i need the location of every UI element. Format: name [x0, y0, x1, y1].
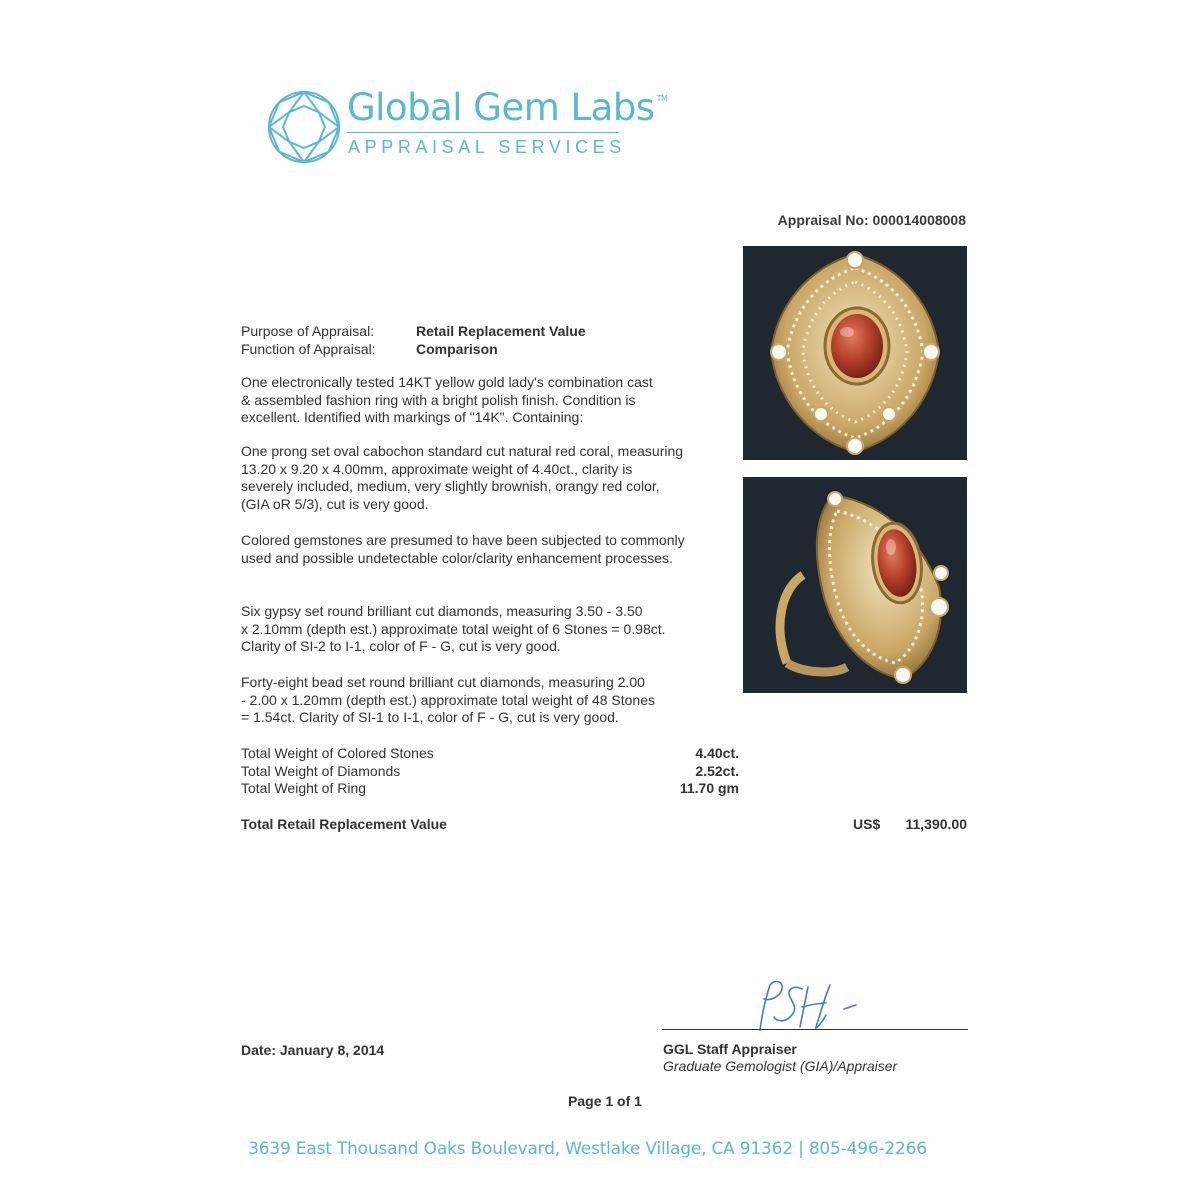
function-label: Function of Appraisal: — [241, 341, 376, 357]
brand-name-text: Global Gem Labs — [347, 86, 655, 129]
purpose-label: Purpose of Appraisal: — [241, 323, 375, 339]
text-line: Six gypsy set round brilliant cut diamonds, measuring 3.50 - 3.50 — [241, 603, 643, 619]
function-value: Comparison — [416, 341, 498, 357]
total-diamonds-value: 2.52ct. — [695, 763, 739, 779]
text-line: x 2.10mm (depth est.) approximate total weight of 6 Stones = 0.98ct. — [241, 620, 666, 637]
enhancement-disclaimer — [241, 532, 731, 567]
text-line: Clarity of SI-2 to I-1, color of F - G, cut is very good. — [241, 638, 561, 654]
footer-address: 3639 East Thousand Oaks Boulevard, Westlake Village, CA 91362 | 805-496-2266 — [248, 1139, 927, 1159]
retail-amount: 11,390.00 — [905, 816, 967, 832]
text-line: used and possible undetectable color/clarity enhancement processes. — [241, 549, 673, 566]
retail-currency: US$ — [853, 816, 881, 832]
brand-divider — [347, 132, 619, 133]
gypsy-diamonds-description — [241, 603, 731, 656]
brand-name — [347, 86, 667, 129]
text-line: Colored gemstones are presumed to have been subjected to commonly — [241, 532, 685, 548]
page-number: Page 1 of 1 — [568, 1093, 642, 1109]
ring-photo-side — [743, 477, 967, 693]
text-line: excellent. Identified with markings of "14K". Containing: — [241, 409, 584, 425]
text-line: 13.20 x 9.20 x 4.00mm, approximate weight of 4.40ct., clarity is — [241, 460, 633, 477]
total-colored-stones-label: Total Weight of Colored Stones — [241, 745, 434, 761]
appraisal-number: Appraisal No: 000014008008 — [777, 212, 966, 228]
text-line: severely included, medium, very slightly brownish, orangy red color, — [241, 478, 660, 494]
total-ring-weight-value: 11.70 gm — [679, 780, 739, 796]
ring-description — [241, 374, 731, 427]
trademark: TM — [656, 94, 668, 103]
purpose-value: Retail Replacement Value — [416, 323, 586, 339]
text-line: - 2.00 x 1.20mm (depth est.) approximate total weight of 48 Stones — [241, 691, 655, 708]
text-line: (GIA oR 5/3), cut is very good. — [241, 495, 429, 512]
text-line: = 1.54ct. Clarity of SI-1 to I-1, color of F - G, cut is very good. — [241, 709, 619, 725]
text-line: & assembled fashion ring with a bright polish finish. Condition is — [241, 391, 636, 408]
brand-tagline: APPRAISAL SERVICES — [348, 137, 626, 157]
signature-line — [662, 1029, 968, 1030]
diamond-logo-icon — [266, 89, 342, 165]
total-ring-weight-label: Total Weight of Ring — [241, 780, 367, 796]
coral-description — [241, 443, 731, 513]
text-line: One electronically tested 14KT yellow gold lady's combination cast — [241, 374, 653, 390]
retail-value-label: Total Retail Replacement Value — [241, 816, 447, 832]
signature — [740, 975, 870, 1035]
appraiser-title: Graduate Gemologist (GIA)/Appraiser — [663, 1058, 898, 1074]
ring-photo-top — [743, 246, 967, 460]
total-colored-stones-value: 4.40ct. — [695, 745, 739, 761]
appraisal-date: Date: January 8, 2014 — [241, 1042, 385, 1058]
appraiser-name: GGL Staff Appraiser — [663, 1041, 797, 1057]
total-diamonds-label: Total Weight of Diamonds — [241, 763, 401, 779]
text-line: One prong set oval cabochon standard cut natural red coral, measuring — [241, 443, 684, 459]
text-line: Forty-eight bead set round brilliant cut diamonds, measuring 2.00 — [241, 674, 645, 690]
bead-diamonds-description — [241, 674, 731, 727]
